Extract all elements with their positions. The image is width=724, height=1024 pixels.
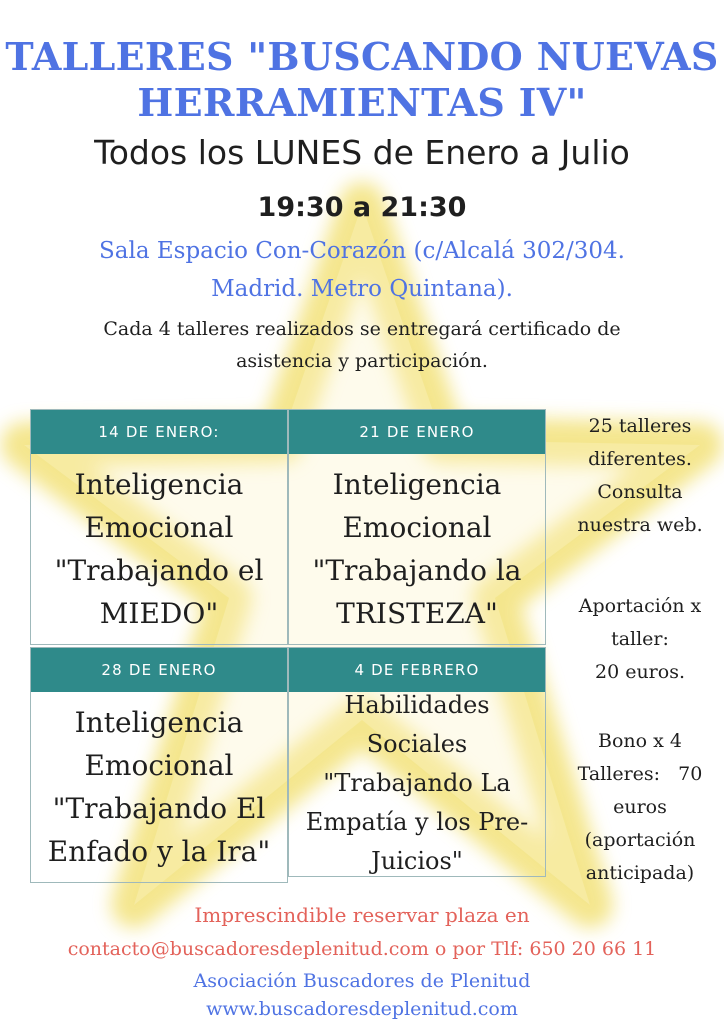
title-line-1: TALLERES "BUSCANDO NUEVAS (5, 34, 719, 79)
reserve-note: Imprescindible reservar plaza en (194, 903, 530, 927)
workshop-date: 14 DE ENERO: (31, 410, 287, 454)
contact-info: contacto@buscadoresdeplenitud.com o por Tlf: 650 20 66 11 (67, 938, 657, 960)
workshop-title: Inteligencia Emocional "Trabajando la TRISTEZA" (312, 468, 522, 630)
workshop-title: Habilidades Sociales "Trabajando La Empatía y los Pre- Juicios" (305, 691, 529, 875)
workshop-grid (30, 409, 548, 885)
bono-info: Bono x 4 Talleres: 70 euros (aportación anticipada) (577, 730, 703, 884)
price-info: Aportación x taller: 20 euros. (578, 595, 702, 683)
workshop-date: 21 DE ENERO (289, 410, 545, 454)
cert-line-2: asistencia y participación. (236, 350, 488, 372)
workshops-info: 25 talleres diferentes. Consulta nuestra web. (577, 415, 703, 536)
workshop-date: 28 DE ENERO (31, 648, 287, 692)
cert-line-1: Cada 4 talleres realizados se entregará certificado de (103, 318, 621, 340)
venue-line-2: Madrid. Metro Quintana). (211, 276, 513, 302)
venue (0, 232, 724, 308)
website-link: www.buscadoresdeplenitud.com (206, 998, 518, 1020)
title-line-2: HERRAMIENTAS IV" (137, 80, 587, 125)
certificate-note (30, 313, 694, 377)
workshop-card (30, 647, 288, 883)
schedule-time: 19:30 a 21:30 (257, 192, 467, 223)
workshop-title: Inteligencia Emocional "Trabajando El Enfado y la Ira" (47, 706, 271, 868)
workshop-card (288, 409, 546, 645)
association-name: Asociación Buscadores de Plenitud (193, 970, 531, 992)
page-title (0, 34, 724, 126)
workshop-card (30, 409, 288, 645)
workshop-date: 4 DE FEBRERO (289, 648, 545, 692)
workshop-title: Inteligencia Emocional "Trabajando el MIEDO" (54, 468, 264, 630)
workshop-card (288, 647, 546, 877)
venue-line-1: Sala Espacio Con-Corazón (c/Alcalá 302/304. (99, 238, 625, 264)
schedule-days: Todos los LUNES de Enero a Julio (94, 133, 630, 172)
